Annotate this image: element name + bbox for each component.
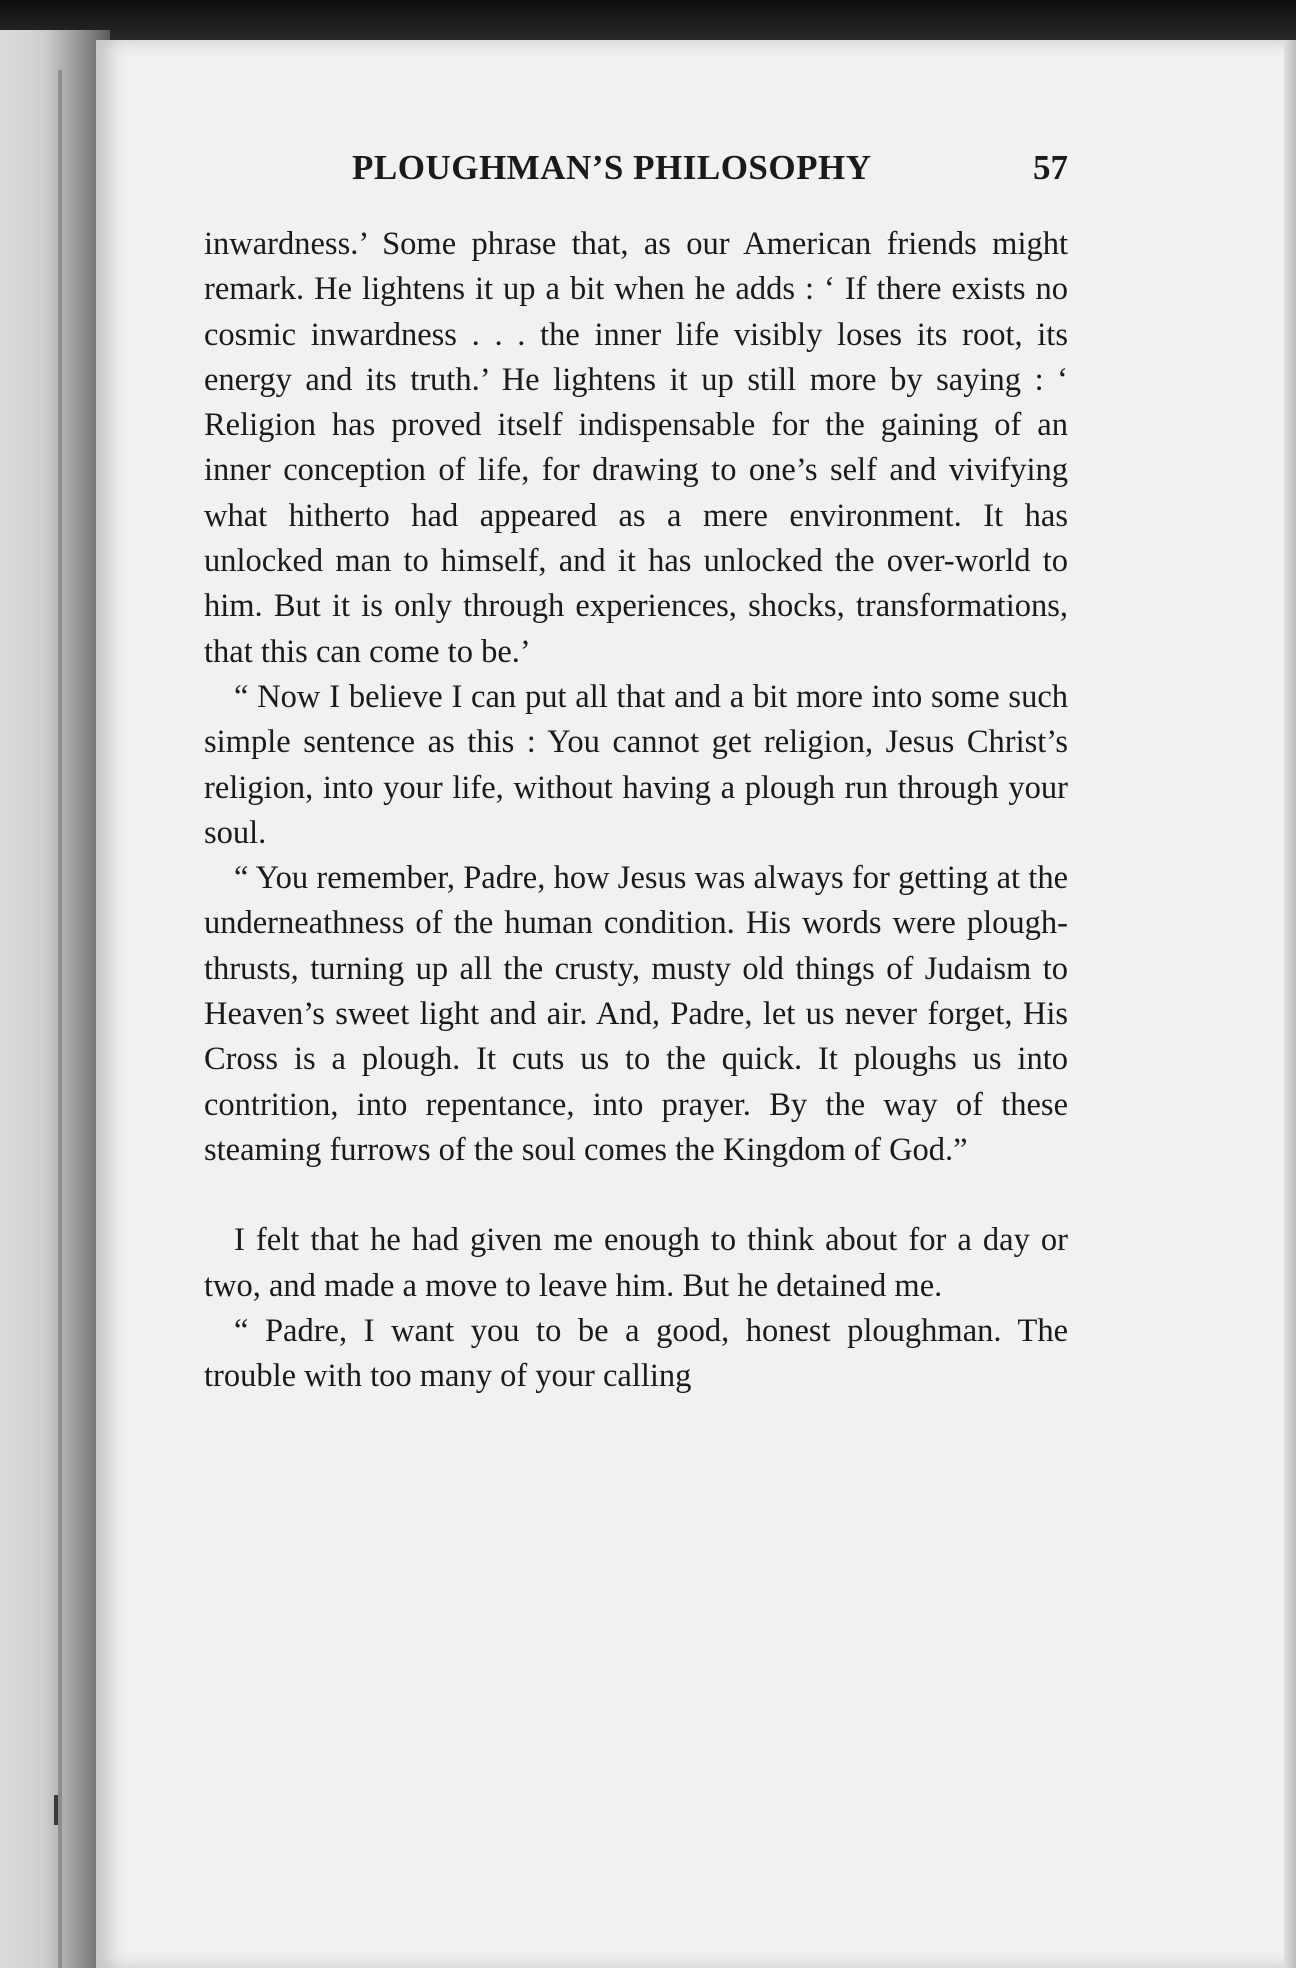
page-right-rim <box>1284 40 1296 1968</box>
paragraph-5: “ Padre, I want you to be a good, honest ploughman. The trouble with too many of your calling <box>204 1312 1068 1395</box>
body-text <box>204 222 1068 1399</box>
paragraph-1: inwardness.’ Some phrase that, as our American friends might remark. He lightens it up a bit when he adds : ‘ If there exists no cosmic inwardness . . . the inner life visibly loses its root, its energy and its truth.’ He lightens it up still more by saying : ‘ Religion has proved itself indispensable for the gaining of an inner conception of life, for drawing to one’s self and vivifying what hitherto had appeared as a mere environment. It has unlocked man to himself, and it has unlocked the over-world to him. But it is only through experiences, shocks, transformations, that this can come to be.’ <box>204 226 1068 670</box>
running-head: PLOUGHMAN’S PHILOSOPHY <box>352 148 872 187</box>
book-gutter <box>0 30 110 1968</box>
scan-top-edge <box>0 0 1296 42</box>
paragraph-2: “ Now I believe I can put all that and a bit more into some such simple sentence as this : You cannot get religion, Jesus Christ’s religion, into your life, without having a plough run through your soul. <box>204 678 1068 851</box>
page-header <box>352 148 1068 198</box>
gutter-mark <box>54 1795 58 1825</box>
paragraph-3: “ You remember, Padre, how Jesus was always for getting at the underneathness of the human condition. His words were plough-thrusts, turning up all the crusty, musty old things of Judaism to Heaven’s sweet light and air. And, Padre, let us never forget, His Cross is a plough. It cuts us to the quick. It ploughs us into contrition, into repentance, into prayer. By the way of these steaming furrows of the soul comes the Kingdom of God.” <box>204 860 1068 1168</box>
paragraph-4: I felt that he had given me enough to think about for a day or two, and made a move to leave him. But he detained me. <box>204 1222 1068 1304</box>
page-number: 57 <box>1033 148 1068 187</box>
facing-page-edge <box>58 70 62 1968</box>
